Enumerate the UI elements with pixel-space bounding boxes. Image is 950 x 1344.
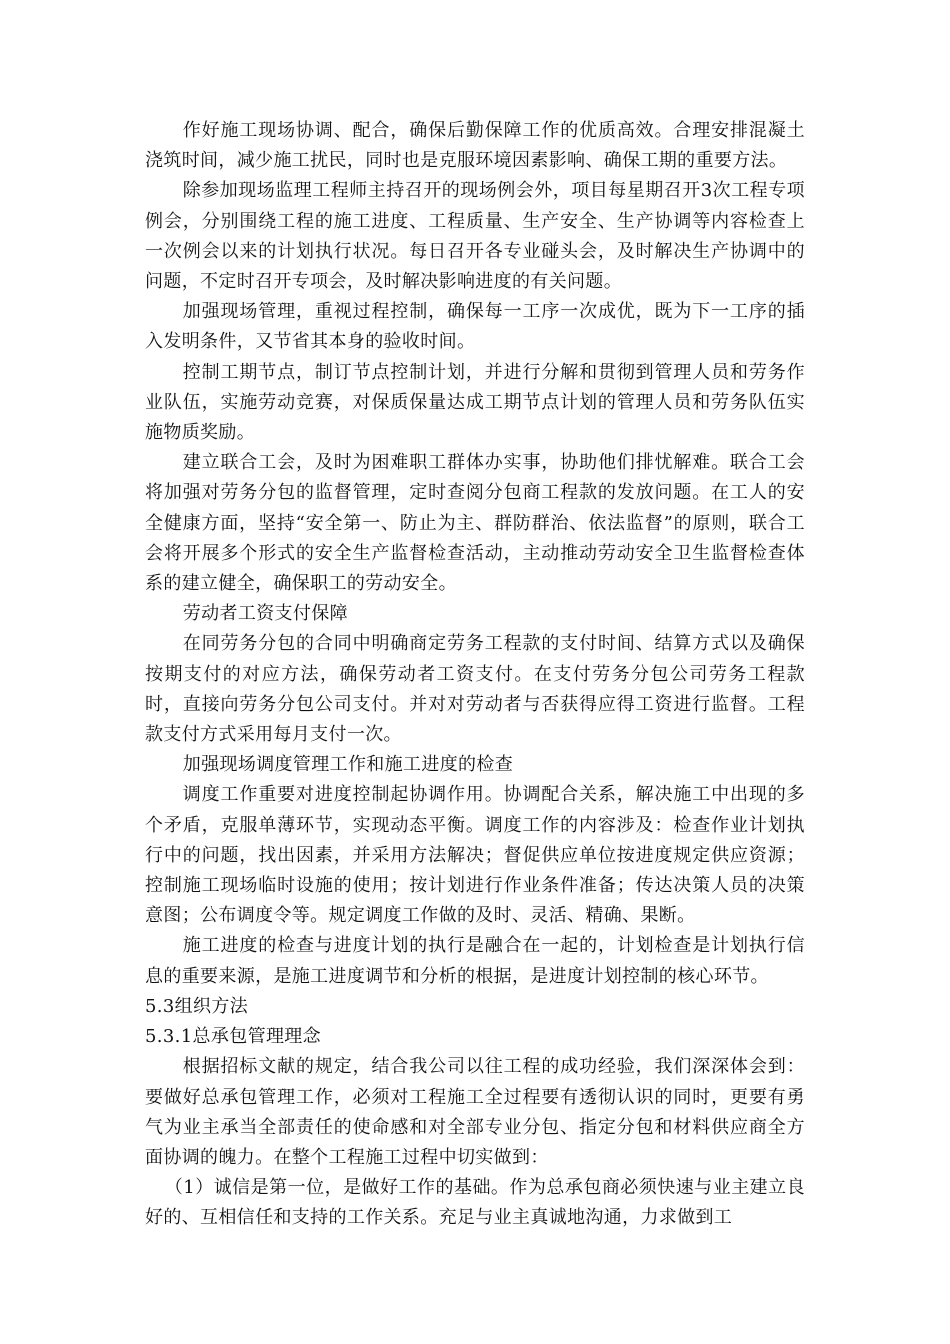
paragraph-management-philosophy: 根据招标文献的规定，结合我公司以往工程的成功经验，我们深深体会到：要做好总承包管理工作，必须对工程施工全过程要有透彻认识的同时，更要有勇气为业主承当全部责任的使命感和对全部专业分包、指定分包和材料供应商全方面协调的魄力。在整个工程施工过程中切实做到：: [145, 1056, 805, 1168]
document-page: [145, 116, 805, 1234]
list-item-integrity: （1）诚信是第一位，是做好工作的基础。作为总承包商必须快速与业主建立良好的、互相信任和支持的工作关系。充足与业主真诚地沟通，力求做到工: [145, 1177, 805, 1229]
section-heading-5-3: 5.3组织方法: [145, 995, 249, 1017]
subheading-wage-guarantee: 劳动者工资支付保障: [182, 603, 348, 625]
paragraph-meetings: 除参加现场监理工程师主持召开的现场例会外，项目每星期召开3次工程专项例会，分别围绕工程的施工进度、工程质量、生产安全、生产协调等内容检查上一次例会以来的计划执行状况。每日召开各专业碰头会，及时解决生产协调中的问题，不定时召开专项会，及时解决影响进度的有关问题。: [145, 180, 805, 293]
section-heading-5-3-1: 5.3.1总承包管理理念: [145, 1026, 321, 1048]
paragraph-wage-payment: 在同劳务分包的合同中明确商定劳务工程款的支付时间、结算方式以及确保按期支付的对应方法，确保劳动者工资支付。在支付劳务分包公司劳务工程款时，直接向劳务分包公司支付。并对对劳动者与否获得应得工资进行监督。工程款支付方式采用每月支付一次。: [145, 633, 805, 746]
subheading-scheduling-inspection: 加强现场调度管理工作和施工进度的检查: [182, 754, 514, 776]
paragraph-labor-union: 建立联合工会，及时为困难职工群体办实事，协助他们排忧解难。联合工会将加强对劳务分包的监督管理，定时查阅分包商工程款的发放问题。在工人的安全健康方面，坚持“安全第一、防止为主、群防群治、依法监督”的原则，联合工会将开展多个形式的安全生产监督检查活动，主动推动劳动安全卫生监督检查体系的建立健全，确保职工的劳动安全。: [145, 452, 805, 595]
paragraph-scheduling-work: 调度工作重要对进度控制起协调作用。协调配合关系，解决施工中出现的多个矛盾，克服单薄环节，实现动态平衡。调度工作的内容涉及：检查作业计划执行中的问题，找出因素，并采用方法解决；督促供应单位按进度规定供应资源；控制施工现场临时设施的使用；按计划进行作业条件准备；传达决策人员的决策意图；公布调度令等。规定调度工作做的及时、灵活、精确、果断。: [145, 784, 805, 927]
paragraph-site-coordination: 作好施工现场协调、配合，确保后勤保障工作的优质高效。合理安排混凝土浇筑时间，减少施工扰民，同时也是克服环境因素影响、确保工期的重要方法。: [145, 120, 805, 172]
paragraph-progress-inspection: 施工进度的检查与进度计划的执行是融合在一起的，计划检查是计划执行信息的重要来源，是施工进度调节和分析的根据，是进度计划控制的核心环节。: [145, 935, 805, 987]
paragraph-process-control: 加强现场管理，重视过程控制，确保每一工序一次成优，既为下一工序的插入发明条件，又节省其本身的验收时间。: [145, 301, 805, 353]
paragraph-milestone-control: 控制工期节点，制订节点控制计划，并进行分解和贯彻到管理人员和劳务作业队伍，实施劳动竞赛，对保质保量达成工期节点计划的管理人员和劳务队伍实施物质奖励。: [145, 361, 805, 444]
